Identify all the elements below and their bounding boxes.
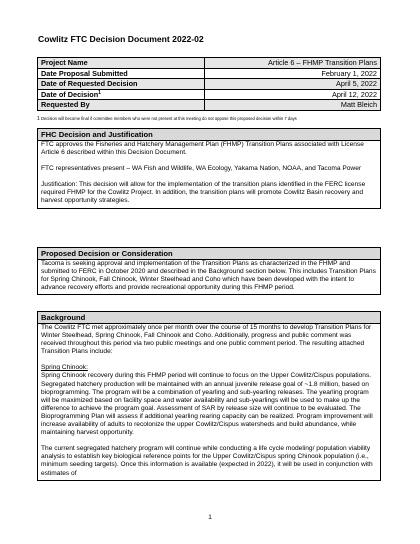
requested-by-label: Requested By <box>38 100 205 111</box>
table-row <box>38 79 381 90</box>
page-number: 1 <box>208 514 212 521</box>
date-submitted-value: February 1, 2022 <box>205 68 381 79</box>
date-of-decision-label-text: Date of Decision <box>41 89 99 99</box>
decision-paragraph: FTC approves the Fisheries and Hatchery Management Plan (FHMP) Transition Plans associated with License Article 6 described within this Decision Document. <box>41 141 364 157</box>
proposed-paragraph: Tacoma is seeking approval and implementation of the Transition Plans as characterized in the FHMP and submitted to FERC in October 2020 and described in the Background section below. This includes Transition Plans for Spring Chinook, Fall Chinook, Winter Steelhead and Coho which have been developed with the intent to advance recovery efforts and provide recreational opportunity during this FHMP period. <box>41 260 376 292</box>
spring-chinook-subheading: Spring Chinook: <box>41 364 88 372</box>
segregated-program-paragraph: The current segregated hatchery program will continue while conducting a life cycle modeling/ population viability analysis to establish key biological reference points for the Upper Cowlitz/Cispus spring Chinook population (i.e., minimum seeding targets). Once this information is available (expected in 2022), it will be used in conjunction with estimates of <box>41 445 373 477</box>
justification-paragraph: Justification: This decision will allow for the implementation of the transition plans identified in the FERC license required FHMP for the Cowlitz Project. In addition, the transition plans will promote Cowlitz Basin recovery and harvest opportunity strategies. <box>41 181 366 205</box>
proposed-decision-section <box>37 247 381 295</box>
section-heading: Background <box>38 312 380 324</box>
date-requested-label: Date of Requested Decision <box>38 79 205 90</box>
footnote-text: Decision will become final if committee members who were not present at this meeting do not oppose this proposed decision within 7 days <box>40 116 297 121</box>
date-of-decision-value: April 12, 2022 <box>205 89 381 100</box>
section-heading: Proposed Decision or Consideration <box>38 248 380 260</box>
requested-by-value: Matt Bleich <box>205 100 381 111</box>
table-row <box>38 89 381 100</box>
project-info-table <box>37 57 381 111</box>
background-intro-paragraph: The Cowlitz FTC met approximately once per month over the course of 15 months to develop Transition Plans for Winter Steelhead, Spring Chinook, Fall Chinook and Coho. Additionally, progress and public comment was received throughout this period via two public meetings and one public comment period. The resulting attached Transition Plans include: <box>41 324 372 356</box>
spring-chinook-paragraph: Spring Chinook recovery during this FHMP period will continue to focus on the Upper Cowlitz/Cispus populations. Segregated hatchery production will be maintained with an annual juvenile release goal of ~1.8 million, based on bioprogramming. The program will be a combination of yearling and sub-yearling releases. The yearling program will be maximized based on facility space and water availability and sub-yearlings will be used to make up the difference to achieve the program goal. Assessment of SAR by release size will continue to be evaluated. The Bioprogramming Plan will assess if additional yearling rearing capacity can be realized. Program improvement will increase availability of adults to recolonize the upper Cowlitz/Cispus watersheds and build abundance, while maintaining harvest opportunity. <box>41 372 373 437</box>
project-name-value: Article 6 – FHMP Transition Plans <box>205 58 381 69</box>
date-requested-value: April 5, 2022 <box>205 79 381 90</box>
background-section <box>37 311 381 481</box>
table-row <box>38 58 381 69</box>
table-row <box>38 68 381 79</box>
document-title: Cowlitz FTC Decision Document 2022-02 <box>38 34 204 44</box>
decision-justification-section <box>37 128 381 209</box>
footnote <box>37 116 381 122</box>
footnote-mark: 1 <box>98 89 101 96</box>
section-heading: FHC Decision and Justification <box>38 129 380 141</box>
footnote-number: 1 <box>37 116 40 122</box>
date-of-decision-label <box>38 89 205 100</box>
table-row <box>38 100 381 111</box>
date-submitted-label: Date Proposal Submitted <box>38 68 205 79</box>
representatives-paragraph: FTC representatives present – WA Fish and Wildlife, WA Ecology, Yakama Nation, NOAA, and Tacoma Power <box>41 165 362 173</box>
project-name-label: Project Name <box>38 58 205 69</box>
